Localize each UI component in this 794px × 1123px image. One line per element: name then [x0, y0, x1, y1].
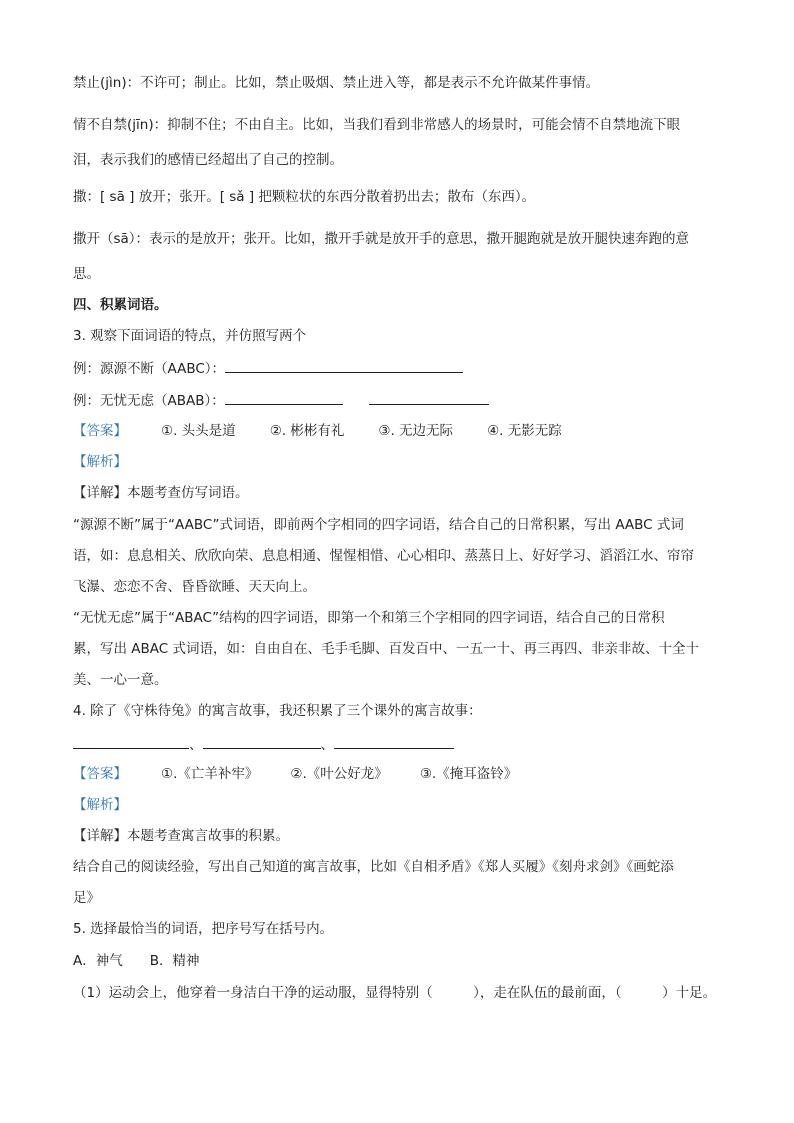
- answer-item: ③. 无边无际: [378, 423, 454, 439]
- answer-blank: [73, 734, 189, 749]
- answer-blank: [225, 358, 463, 373]
- example-2-row: [73, 390, 489, 411]
- detail-text: 足》: [73, 890, 100, 906]
- detail-text: 累，写出 ABAC 式词语，如：自由自在、毛手毛脚、百发百中、一五一十、再三再四、非亲非故、十全十: [73, 641, 700, 657]
- answer-tag: 【答案】: [73, 766, 127, 782]
- analysis-tag: 【解析】: [73, 454, 127, 470]
- answer-item: ②.《叶公好龙》: [290, 766, 388, 782]
- answer-tag: 【答案】: [73, 423, 127, 439]
- paragraph-sakai-line1: 撒开（sā）：表示的是放开；张开。比如，撒开手就是放开手的意思，撒开腿跑就是放开腿快速奔跑的意: [73, 231, 690, 247]
- section-heading: 四、积累词语。: [73, 297, 168, 313]
- detail-text: “源源不断”属于“AABC”式词语，即前两个字相同的四字词语，结合自己的日常积累，写出 AABC 式词: [73, 517, 684, 533]
- paragraph-sakai-line2: 思。: [73, 266, 100, 282]
- separator: 、: [189, 737, 203, 753]
- question-5-stem: 5. 选择最恰当的词语，把序号写在括号内。: [73, 921, 334, 937]
- detail-line: 【详解】本题考查寓言故事的积累。: [73, 828, 289, 844]
- analysis-tag: 【解析】: [73, 797, 127, 813]
- paragraph-jinzhi: 禁止(jìn)：不许可；制止。比如，禁止吸烟、禁止进入等，都是表示不允许做某件事情。: [73, 75, 600, 91]
- question-4-stem: 4. 除了《守株待兔》的寓言故事，我还积累了三个课外的寓言故事：: [73, 703, 482, 719]
- answer-blank: [225, 390, 343, 405]
- question-5-sentence-1: （1）运动会上，他穿着一身洁白干净的运动服，显得特别（ ），走在队伍的最前面，（ ）十足。: [73, 985, 717, 1001]
- answer-item: ①.《亡羊补牢》: [161, 766, 259, 782]
- answer-item: ③.《掩耳盗铃》: [419, 766, 518, 782]
- detail-text: 美、一心一意。: [73, 672, 168, 688]
- answer-blank: [369, 390, 489, 405]
- paragraph-qingbuzijin-line2: 泪，表示我们的感情已经超出了自己的控制。: [73, 152, 343, 168]
- detail-text: 结合自己的阅读经验，写出自己知道的寓言故事，比如《自相矛盾》《郑人买履》《刻舟求剑》《画蛇添: [73, 859, 674, 875]
- paragraph-sa: 撒：[ sā ] 放开；张开。[ sǎ ] 把颗粒状的东西分散着扔出去；散布（东西）。: [73, 189, 536, 205]
- paragraph-qingbuzijin-line1: 情不自禁(jīn)：抑制不住；不由自主。比如，当我们看到非常感人的场景时，可能会情不自禁地流下眼: [73, 117, 681, 133]
- answer-row-q4: [73, 764, 517, 784]
- answer-item: ④. 无影无踪: [487, 423, 562, 439]
- fill-blanks-row: [73, 734, 454, 755]
- answer-blank: [203, 734, 321, 749]
- detail-text: “无忧无虑”属于“ABAC”结构的四字词语，即第一个和第三个字相同的四字词语，结合自己的日常积: [73, 610, 665, 626]
- answer-row-q3: [73, 421, 562, 441]
- example-2-label: 例：无忧无虑（ABAB）：: [73, 393, 225, 409]
- detail-line: 【详解】本题考查仿写词语。: [73, 485, 249, 501]
- example-1-row: [73, 358, 463, 379]
- question-3-stem: 3. 观察下面词语的特点，并仿照写两个: [73, 328, 307, 344]
- example-1-label: 例：源源不断（AABC）：: [73, 361, 226, 377]
- detail-text: 语，如：息息相关、欣欣向荣、息息相通、惺惺相惜、心心相印、蒸蒸日上、好好学习、滔滔江水、帘帘: [73, 548, 694, 564]
- question-5-options: A．神气 B．精神: [73, 953, 200, 969]
- separator: 、: [320, 737, 334, 753]
- answer-item: ①. 头头是道: [161, 423, 236, 439]
- answer-item: ②. 彬彬有礼: [269, 423, 345, 439]
- answer-blank: [334, 734, 454, 749]
- detail-text: 飞瀑、恋恋不舍、昏昏欲睡、天天向上。: [73, 579, 316, 595]
